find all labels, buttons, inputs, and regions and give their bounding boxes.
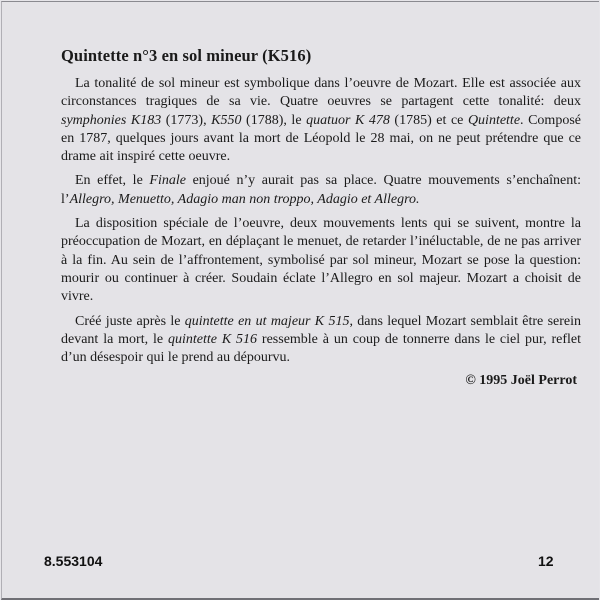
text-segment: enjoué n’y aurait pas sa place. Quatre mouvements s’enchaînent: l’ xyxy=(61,173,581,207)
italic-segment: quatuor K 478 xyxy=(306,112,390,128)
booklet-page xyxy=(1,1,599,600)
paragraph-4 xyxy=(61,313,581,368)
italic-segment: Allegro, Menuetto, Adagio man non troppo, Adagio et Allegro. xyxy=(69,191,420,207)
italic-segment: symphonies K183 xyxy=(61,112,162,128)
text-segment: (1785) et ce xyxy=(389,112,468,128)
text-segment: , dans lequel Mozart semblait être serein devant la mort, le xyxy=(61,313,582,347)
italic-segment: Finale xyxy=(149,173,186,189)
text-segment: La disposition spéciale de l’oeuvre, deux mouvements lents qui se suivent, montre la préoccupation de Mozart, en déplaçant le menuet, de retarder l’inéluctable, de ne pas arriver à la fin. Au sein de l’affrontement, symbolisé par sol mineur, Mozart se pose la question: mourir ou continuer à créer. Soudain éclate l’Allegro en sol majeur. Mozart a choisit de vivre. xyxy=(61,216,581,305)
text-segment: (1788), le xyxy=(241,112,307,128)
paragraph-3 xyxy=(61,215,581,306)
catalog-number: 8.553104 xyxy=(44,553,103,569)
text-segment: . Composé en 1787, quelques jours avant la mort de Léopold le 28 mai, on ne peut prétendre que ce drame ait inspiré cette oeuvre. xyxy=(61,112,581,165)
italic-segment: quintette K 516 xyxy=(167,331,258,347)
text-segment: ressemble à un coup de tonnerre dans le ciel pur, reflet d’un désespoir qui le prend au dépourvu. xyxy=(61,331,582,366)
copyright-credit: © 1995 Joël Perrot xyxy=(465,373,577,389)
paragraph-1 xyxy=(61,75,581,166)
paragraph-2 xyxy=(61,172,581,209)
page-number: 12 xyxy=(538,553,554,569)
text-segment: Créé juste après le xyxy=(75,313,185,329)
text-segment: (1773), xyxy=(161,112,212,128)
text-segment: La tonalité de sol mineur est symbolique dans l’oeuvre de Mozart. Elle est associée aux circonstances tragiques de sa vie. Quatre oeuvres se partagent cette tonalité: deux xyxy=(61,76,581,110)
italic-segment: K550 xyxy=(211,112,242,128)
article xyxy=(61,46,581,389)
article-title: Quintette n°3 en sol mineur (K516) xyxy=(61,46,312,65)
italic-segment: quintette en ut majeur K 515 xyxy=(184,313,350,329)
text-segment: En effet, le xyxy=(75,173,150,189)
italic-segment: Quintette xyxy=(467,112,521,128)
